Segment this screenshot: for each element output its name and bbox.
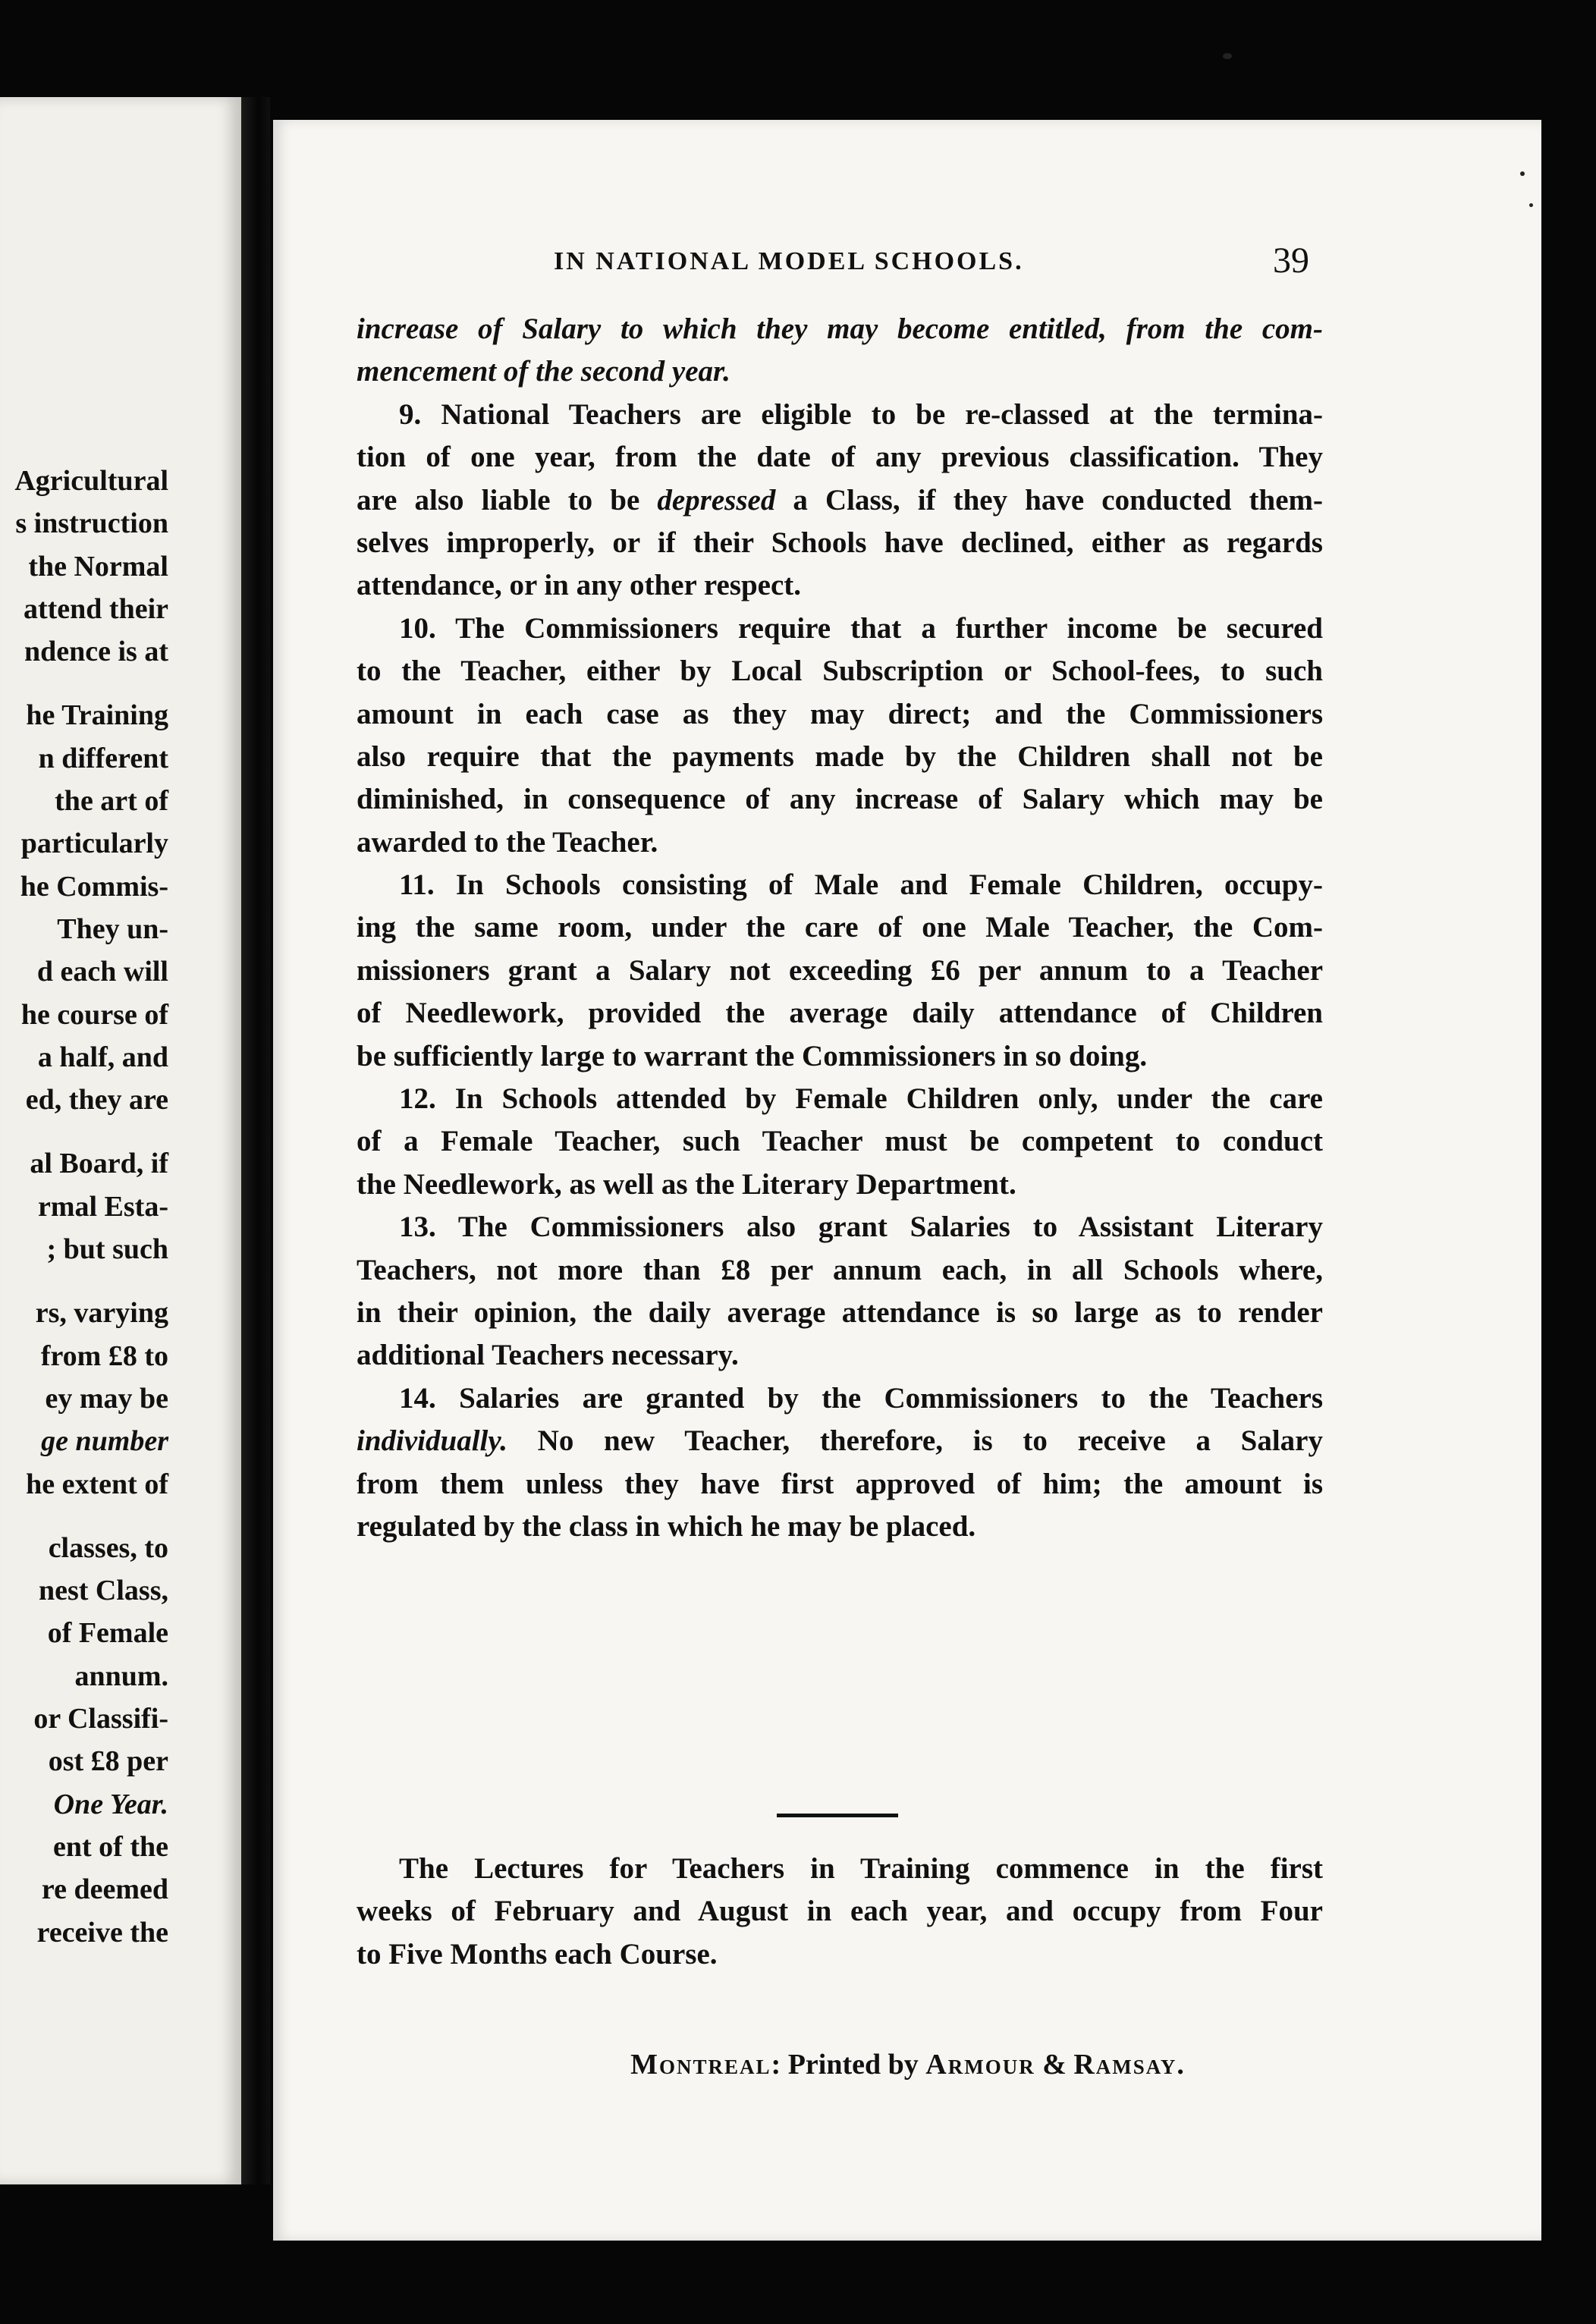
text-line: 11. In Schools consisting of Male and Female Children, occupy- bbox=[399, 868, 1323, 902]
text-line: in their opinion, the daily average attendance is so large as to render bbox=[357, 1295, 1323, 1329]
imprint-place: Montreal bbox=[630, 2049, 771, 2081]
book-gutter bbox=[241, 97, 270, 2184]
previous-page-line: a half, and bbox=[37, 1041, 168, 1073]
line-gap bbox=[0, 1121, 168, 1142]
imprint-sep: : Printed by bbox=[771, 2049, 926, 2081]
text-line: of Needlework, provided the average daily attendance of Children bbox=[357, 997, 1323, 1030]
text-line: to the Teacher, either by Local Subscription or School-fees, to such bbox=[357, 655, 1323, 688]
paragraph-p9 bbox=[357, 394, 1323, 608]
text-line: are also liable to be depressed a Class, if they have conducted them- bbox=[357, 483, 1323, 517]
text-line: of a Female Teacher, such Teacher must be competent to conduct bbox=[357, 1125, 1323, 1158]
previous-page-line: receive the bbox=[36, 1916, 168, 1949]
line-gap bbox=[0, 1270, 168, 1292]
body-text bbox=[357, 308, 1323, 1548]
previous-page-text bbox=[0, 460, 168, 1954]
previous-page-line: classes, to bbox=[48, 1531, 168, 1564]
text-line: 9. National Teachers are eligible to be re-classed at the termina- bbox=[399, 397, 1323, 431]
previous-page-line: attend their bbox=[23, 592, 168, 625]
previous-page-line: ost £8 per bbox=[48, 1745, 168, 1778]
paragraph-p12 bbox=[357, 1078, 1323, 1206]
text-line: 14. Salaries are granted by the Commissioners to the Teachers bbox=[399, 1381, 1323, 1415]
paragraph-p10 bbox=[357, 608, 1323, 864]
text-line: attendance, or in any other respect. bbox=[357, 569, 802, 602]
imprint-printer-1: Armour bbox=[925, 2049, 1035, 2081]
imprint bbox=[273, 2048, 1541, 2081]
previous-page-line: re deemed bbox=[41, 1873, 168, 1906]
text-line: from them unless they have first approved of him; the amount is bbox=[357, 1467, 1323, 1500]
page bbox=[273, 120, 1541, 2241]
previous-page-line: he course of bbox=[20, 998, 168, 1031]
emphasis: depressed bbox=[657, 483, 776, 517]
previous-page-line: particularly bbox=[20, 828, 168, 860]
text-line: tion of one year, from the date of any previous classification. They bbox=[357, 441, 1323, 474]
previous-page-line: n different bbox=[38, 742, 168, 774]
previous-page-line: ey may be bbox=[45, 1382, 168, 1415]
previous-page-line: rmal Esta- bbox=[37, 1190, 168, 1223]
closing-note bbox=[357, 1848, 1323, 1976]
previous-page-line: or Classifi- bbox=[33, 1703, 168, 1735]
previous-page-line: s instruction bbox=[15, 507, 168, 540]
text-line: be sufficiently large to warrant the Commissioners in so doing. bbox=[357, 1039, 1148, 1072]
text-line: also require that the payments made by the Children shall not be bbox=[357, 740, 1323, 773]
text-line: diminished, in consequence of any increase of Salary which may be bbox=[357, 783, 1323, 816]
previous-page-line: he extent of bbox=[26, 1468, 168, 1500]
previous-page-line: the Normal bbox=[28, 550, 168, 583]
previous-page-line: One Year. bbox=[53, 1788, 168, 1820]
scan-speck bbox=[1529, 203, 1533, 207]
text-line: selves improperly, or if their Schools have declined, either as regards bbox=[357, 526, 1323, 559]
previous-page-line: nest Class, bbox=[38, 1575, 168, 1607]
previous-page-line: of Female bbox=[47, 1617, 168, 1650]
previous-page-line: rs, varying bbox=[35, 1297, 168, 1330]
emphasis: individually. bbox=[357, 1424, 507, 1458]
closing-line: to Five Months each Course. bbox=[357, 1937, 718, 1971]
running-head: IN NATIONAL MODEL SCHOOLS. bbox=[554, 247, 1024, 275]
closing-line: The Lectures for Teachers in Training commence in the first bbox=[399, 1852, 1323, 1885]
line-gap bbox=[0, 1506, 168, 1527]
text-line: awarded to the Teacher. bbox=[357, 825, 658, 859]
text-line: the Needlework, as well as the Literary Department. bbox=[357, 1167, 1016, 1201]
text-line: Teachers, not more than £8 per annum each, in all Schools where, bbox=[357, 1253, 1323, 1286]
previous-page-line: d each will bbox=[36, 956, 168, 988]
text-line: mencement of the second year. bbox=[357, 355, 730, 388]
line-gap bbox=[0, 673, 168, 694]
previous-page-line: from £8 to bbox=[40, 1339, 168, 1372]
closing-line: weeks of February and August in each year, and occupy from Four bbox=[357, 1895, 1323, 1928]
previous-page-line: ; but such bbox=[46, 1233, 168, 1266]
previous-page-line: ent of the bbox=[53, 1830, 168, 1863]
text-line: additional Teachers necessary. bbox=[357, 1339, 739, 1372]
previous-page-line: annum. bbox=[74, 1660, 168, 1692]
previous-page-line: al Board, if bbox=[30, 1148, 168, 1180]
text-line: increase of Salary to which they may become entitled, from the com- bbox=[357, 312, 1323, 345]
scan-speck bbox=[1520, 171, 1525, 176]
text-line: 13. The Commissioners also grant Salaries to Assistant Literary bbox=[399, 1211, 1323, 1244]
paragraph-p13 bbox=[357, 1206, 1323, 1377]
paragraph-p11 bbox=[357, 864, 1323, 1078]
previous-page-edge bbox=[0, 97, 241, 2184]
imprint-printer-2: Ramsay bbox=[1073, 2049, 1177, 2081]
previous-page-line: ndence is at bbox=[24, 636, 168, 668]
previous-page-line: They un- bbox=[57, 912, 168, 945]
previous-page-line: he Commis- bbox=[20, 870, 168, 903]
previous-page-line: ed, they are bbox=[25, 1084, 168, 1116]
previous-page-line: Agricultural bbox=[14, 465, 168, 497]
imprint-amp: & bbox=[1035, 2049, 1074, 2081]
imprint-end: . bbox=[1177, 2049, 1184, 2081]
text-line: ing the same room, under the care of one Male Teacher, the Com- bbox=[357, 911, 1323, 944]
scan-speck bbox=[1223, 53, 1232, 59]
previous-page-line: he Training bbox=[26, 699, 168, 732]
section-rule bbox=[777, 1814, 898, 1817]
paragraph-p0 bbox=[357, 308, 1323, 394]
previous-page-line: ge number bbox=[41, 1425, 168, 1458]
text-line: regulated by the class in which he may be placed. bbox=[357, 1509, 976, 1543]
text-line: amount in each case as they may direct; and the Commissioners bbox=[357, 697, 1323, 730]
text-line: 10. The Commissioners require that a further income be secured bbox=[399, 611, 1323, 645]
text-line: missioners grant a Salary not exceeding £6 per annum to a Teacher bbox=[357, 953, 1323, 987]
previous-page-line: the art of bbox=[55, 785, 168, 818]
text-line: individually. No new Teacher, therefore, is to receive a Salary bbox=[357, 1424, 1323, 1458]
text-line: 12. In Schools attended by Female Children only, under the care bbox=[399, 1082, 1323, 1116]
paragraph-p14 bbox=[357, 1377, 1323, 1549]
page-number: 39 bbox=[1273, 240, 1309, 281]
